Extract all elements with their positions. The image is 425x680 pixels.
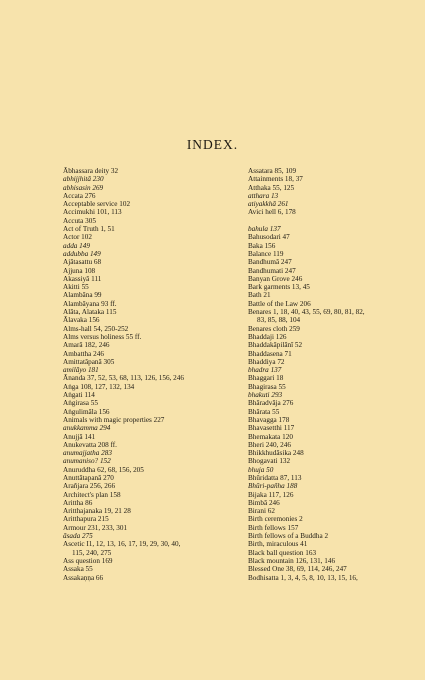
- index-entry: Akitti 55: [63, 283, 89, 292]
- index-entry: Attainments 18, 37: [248, 175, 303, 184]
- index-entry: amilāyo 181: [63, 366, 99, 375]
- index-entry: Amittatāpanā 305: [63, 357, 115, 366]
- index-entry: Assakaṇṇa 66: [63, 573, 104, 582]
- index-column-right: [248, 167, 398, 582]
- index-entry: Bhaddakāpilānī 52: [248, 341, 303, 350]
- index-entry: 83, 85, 88, 104: [257, 316, 301, 325]
- index-entry: anukkamma 294: [63, 424, 111, 433]
- index-entry: Birani 62: [248, 507, 275, 516]
- index-entry: Ajjuna 108: [63, 266, 96, 275]
- index-entry: Bhavasetthi 117: [248, 424, 295, 433]
- index-entry: Birth, miraculous 41: [248, 540, 308, 549]
- index-entry: Armour 231, 233, 301: [63, 523, 128, 532]
- index-entry: Aṅgati 114: [63, 391, 95, 400]
- index-entry: Bhemakata 120: [248, 432, 293, 441]
- index-entry: Animals with magic properties 227: [63, 415, 165, 424]
- index-entry: Avici hell 6, 178: [248, 208, 296, 217]
- index-entry: Akassiyā 111: [63, 274, 102, 283]
- index-entry: Blessed One 38, 69, 114, 246, 247: [248, 565, 347, 574]
- index-entry: Aṅga 108, 127, 132, 134: [63, 382, 135, 391]
- index-entry: Banyan Grove 246: [248, 274, 303, 283]
- index-entry: Birth fellows of a Buddha 2: [248, 532, 329, 541]
- index-entry: Bhaggari 18: [248, 374, 284, 383]
- index-entry: Atthaka 55, 125: [248, 183, 295, 192]
- index-entry: Bodhisatta 1, 3, 4, 5, 8, 10, 13, 15, 16,: [248, 573, 358, 582]
- index-entry: Anujjā 141: [63, 432, 96, 441]
- index-entry: Accuta 305: [63, 216, 96, 225]
- index-entry: Bhavagga 178: [248, 415, 290, 424]
- index-entry: Bandhumati 247: [248, 266, 296, 275]
- index-entry: Bimbā 246: [248, 498, 280, 507]
- index-entry: Bhārata 55: [248, 407, 280, 416]
- index-entry: Ascetic I1, 12, 13, 16, 17, 19, 29, 30, 40,: [63, 540, 181, 549]
- index-entry: bhakuti 293: [248, 391, 283, 400]
- index-entry: Bhaddasena 71: [248, 349, 292, 358]
- index-entry: Anuttātapanā 270: [63, 473, 114, 482]
- index-entry: Alms-hall 54, 250-252: [63, 324, 129, 333]
- index-entry: Bheri 240, 246: [248, 440, 291, 449]
- index-entry: Alambāna 99: [63, 291, 102, 300]
- index-entry: Black ball question 163: [248, 548, 317, 557]
- index-entry: Bhikkhudāsika 248: [248, 449, 304, 458]
- index-entry: Anuruddha 62, 68, 156, 205: [63, 465, 144, 474]
- index-entry: abhijjhitā 230: [63, 175, 104, 184]
- index-entry: Ālavaka 156: [63, 316, 100, 325]
- index-entry: Bath 21: [248, 291, 271, 300]
- index-entry: anumajjatha 283: [63, 449, 112, 458]
- index-entry: Bhūridatta 87, 113: [248, 473, 302, 482]
- index-entry: Bhogavati 132: [248, 457, 291, 466]
- index-entry: Aṅgirasa 55: [63, 399, 98, 408]
- index-entry: Balance 119: [248, 249, 284, 258]
- index-entry: Battle of the Law 206: [248, 299, 311, 308]
- index-entry: Accimukhi 101, 113: [63, 208, 122, 217]
- index-entry: Arañjara 256, 266: [63, 482, 116, 491]
- index-entry: Aṅgulimāla 156: [63, 407, 110, 416]
- index-entry: Benares cloth 259: [248, 324, 300, 333]
- index-entry: Ajātasattu 68: [63, 258, 102, 267]
- index-entry: atthara 13: [248, 191, 279, 200]
- index-entry: abhisasin 269: [63, 183, 104, 192]
- index-entry: Ānanda 37, 52, 53, 68, 113, 126, 156, 246: [63, 374, 184, 383]
- index-entry: Alms versus holiness 55 ff.: [63, 332, 142, 341]
- index-entry: Bahusodari 47: [248, 233, 290, 242]
- index-entry: Accata 276: [63, 191, 96, 200]
- index-entry: āsada 275: [63, 532, 93, 541]
- index-entry: Act of Truth 1, 51: [63, 225, 115, 234]
- index-entry: Actor 102: [63, 233, 92, 242]
- index-entry: Bhaddiya 72: [248, 357, 285, 366]
- index-entry: Birth fellows 157: [248, 523, 299, 532]
- index-entry: bahula 137: [248, 225, 281, 234]
- index-entry: Ambattha 246: [63, 349, 104, 358]
- index-entry: Architect's plan 158: [63, 490, 121, 499]
- index-entry: Bhāradvāja 276: [248, 399, 294, 408]
- index-entry: addubba 149: [63, 249, 101, 258]
- index-entry: Acceptable service 102: [63, 200, 131, 209]
- index-entry: bhadra 137: [248, 366, 282, 375]
- index-entry: Birth ceremonies 2: [248, 515, 303, 524]
- index-entry: atiyakkhā 261: [248, 200, 289, 209]
- index-entry: Bandhumā 247: [248, 258, 292, 267]
- index-column-left: [63, 167, 230, 582]
- index-entry: anumaniso? 152: [63, 457, 111, 466]
- index-entry: Bhagirasa 55: [248, 382, 286, 391]
- index-entry: bhuja 50: [248, 465, 274, 474]
- index-entry: Alāta, Alataka 115: [63, 308, 117, 317]
- index-entry: Black mountain 126, 131, 146: [248, 556, 336, 565]
- index-entry: Assatara 85, 109: [248, 167, 297, 175]
- index-entry: Bark garments 13, 45: [248, 283, 310, 292]
- index-entry: Bijaka 117, 126: [248, 490, 294, 499]
- index-entry: Bhaddaji 126: [248, 332, 287, 341]
- index-entry: Assaka 55: [63, 565, 93, 574]
- index-entry: Bhūri-pañha 188: [248, 482, 298, 491]
- index-entry: Arittha 86: [63, 498, 93, 507]
- index-entry: Amarā 182, 246: [63, 341, 110, 350]
- index-entry: Alambāyana 93 ff.: [63, 299, 117, 308]
- index-entry: Ass question 169: [63, 556, 113, 565]
- index-entry: 115, 240, 275: [72, 548, 112, 557]
- index-entry: Aritthapura 215: [63, 515, 109, 524]
- index-entry: adda 149: [63, 241, 90, 250]
- page-title: INDEX.: [186, 137, 239, 152]
- index-entry: Anukevatta 208 ff.: [63, 440, 117, 449]
- index-entry: Aritthajanaka 19, 21 28: [63, 507, 131, 516]
- index-entry: Benares 1, 18, 40, 43, 55, 69, 80, 81, 82,: [248, 308, 365, 317]
- index-entry: Baka 156: [248, 241, 276, 250]
- index-entry: Ābhassara deity 32: [63, 167, 119, 175]
